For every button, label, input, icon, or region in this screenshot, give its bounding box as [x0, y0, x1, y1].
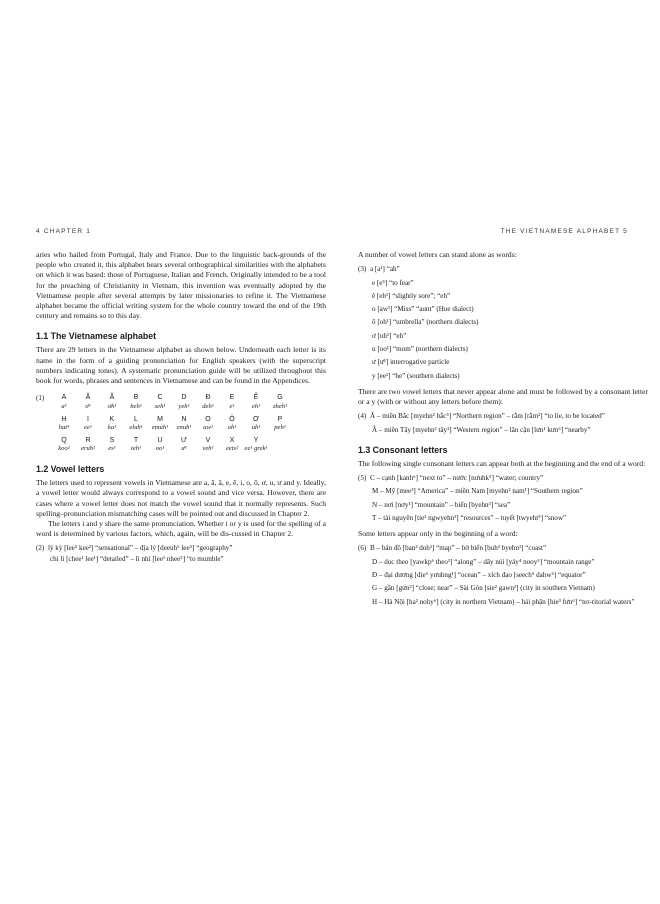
example-4 [358, 411, 648, 435]
alphabet-pronunciation: e¹ [229, 403, 235, 411]
example-4-number: (4) [358, 412, 367, 421]
example-3-line [372, 317, 648, 327]
alphabet-letter: R [85, 437, 91, 445]
vowel-letters-text: The letters used to represent vowels in Vietnamese are a, ă, â, e, ê, i, o, ô, ơ, u, ư and y. Ideally, a vowel letter would always correspond to a vowel sound and vice versa. However, there are cases where a vowel letter does not match the vowel sound that it normally represents. Such spelling–pronunciation mismatching cases will be pointed out and discussed in Chapter 2. [36, 478, 326, 518]
alphabet-pronunciation-row [36, 445, 326, 452]
example-6-text: D – dọc theo [yawkp⁶ theo¹] “along” – dãy núi [yáy⁴ nooy⁵] “mountain range” [372, 557, 595, 566]
section-1-1-text: There are 29 letters in the Vietnamese alphabet as shown below. Underneath each letter is its name in the form of a guiding pronunciation for English speakers (with the superscript numbers indicating tones). A systematic pronunciation guide will be utilized throughout this book for words, phrases and sentences in Vietnamese and can be found in the Appendices. [36, 345, 326, 386]
alphabet-pronunciation: aw¹ [203, 424, 213, 432]
alphabet-pronunciation: seh¹ [154, 403, 166, 411]
alphabet-letter: B [133, 394, 139, 402]
alphabet-pronunciation: eh¹ [251, 403, 261, 411]
alphabet-table [36, 394, 326, 452]
two-vowels-text: There are two vowel letters that never appear alone and must be followed by a consonant letter or a y (with or without any letters before them): [358, 386, 648, 407]
alphabet-letter: P [277, 416, 283, 424]
alphabet-lead-spacer [36, 403, 52, 410]
alphabet-letter: O [205, 416, 211, 424]
alphabet-pronunciation: teh¹ [130, 445, 142, 453]
alphabet-pronunciation: uh¹ [251, 424, 261, 432]
example-3-text: o [aw¹] “Miss” “aunt” (Hue dialect) [372, 305, 474, 314]
example-6-line [372, 557, 648, 567]
example-3-line [372, 331, 648, 341]
alphabet-pronunciation: peh¹ [274, 424, 286, 432]
alphabet-letter-row [36, 437, 326, 444]
example-2-line-2: chi li [chee¹ lee¹] “detailed” – li nhí [lee¹ nhee⁵] “to mumble” [50, 554, 224, 563]
alphabet-letter: Â [109, 394, 115, 402]
alphabet-pronunciation: ư¹ [181, 445, 187, 453]
example-5-line [372, 486, 648, 496]
alphabet-pronunciation: eluh¹ [129, 424, 143, 432]
example-5-number: (5) [358, 474, 367, 483]
example-6 [358, 543, 648, 606]
alphabet-letter: Ơ [252, 416, 259, 424]
alphabet-pronunciation-row [36, 424, 326, 431]
begin-only-text: Some letters appear only in the beginning of a word: [358, 529, 518, 539]
alphabet-pronunciation: emuh¹ [151, 424, 169, 432]
example-3-text: a [a¹] “ah” [370, 265, 400, 274]
alphabet-lead-spacer [36, 445, 52, 452]
i-y-text: The letters i and y share the same pronunciation. Whether i or y is used for the spelling of a word is determined by various factors, which, again, will be dis-cussed in Chapter 2. [36, 519, 326, 539]
alphabet-pronunciation: zheh¹ [272, 403, 288, 411]
alphabet-pronunciation: enuh¹ [176, 424, 192, 432]
alphabet-letter: U [157, 437, 163, 445]
example-3-text: ê [eh¹] “slightly sore”; “eh” [372, 291, 451, 300]
alphabet-pronunciation: veh¹ [202, 445, 214, 453]
example-3 [358, 264, 648, 381]
consonant-letters-text: The following single consonant letters can appear both at the beginning and the end of a word: [358, 458, 646, 468]
alphabet-letter: C [157, 394, 163, 402]
alphabet-pronunciation-row [36, 403, 326, 410]
example-3-number: (3) [358, 265, 367, 274]
alphabet-pronunciation: koo² [58, 445, 70, 453]
example-3-line [372, 278, 648, 288]
example-2-number: (2) [36, 544, 45, 553]
example-3-text: ư [ư¹] interrogative particle [372, 358, 450, 367]
alphabet-pronunciation: eruh² [80, 445, 96, 453]
example-3-line [372, 291, 648, 301]
alphabet-lead-spacer [36, 437, 52, 444]
right-page [358, 250, 648, 610]
example-6-line [358, 543, 648, 553]
example-6-text: H – Hà Nội [ha² nohy⁶] (city in northern Vietnam) – hải phận [hie³ fưn⁶] “ter-ritorial waters” [372, 597, 635, 606]
alphabet-letter: A [61, 394, 67, 402]
alphabet-letter: K [109, 416, 115, 424]
example-6-text: B – bản đồ [ban³ doh²] “map” – bờ biển [buh² byehn³] “coast” [370, 544, 547, 553]
alphabet-pronunciation: a¹ [61, 403, 67, 411]
running-head-left: 4 CHAPTER 1 [36, 228, 92, 235]
alphabet-letter: T [133, 437, 139, 445]
alphabet-pronunciation: ơ¹ [85, 403, 91, 411]
alphabet-lead-spacer [36, 416, 52, 423]
example-3-line [372, 304, 648, 314]
alphabet-pronunciation: ee¹ grek¹ [244, 445, 268, 453]
alphabet-letter: E [229, 394, 235, 402]
example-6-text: G – gần [gưn²] “close; near” – Sài Gòn [sie² gawn²] (city in southern Vietnam) [372, 584, 595, 593]
alphabet-letter: V [205, 437, 211, 445]
alphabet-lead-spacer [36, 424, 52, 431]
alphabet-pronunciation: beh¹ [130, 403, 142, 411]
example-5-line [372, 513, 648, 523]
example-3-text: e [e⁵] “to fear” [372, 278, 414, 287]
running-head-right: THE VIETNAMESE ALPHABET 5 [500, 228, 628, 235]
alphabet-letter: I [87, 416, 89, 424]
alphabet-letter: Q [61, 437, 67, 445]
section-1-2-heading: 1.2 Vowel letters [36, 464, 105, 475]
section-1-3-heading: 1.3 Consonant letters [358, 444, 448, 455]
example-6-line [372, 583, 648, 593]
alphabet-pronunciation: ơh¹ [107, 403, 117, 411]
alphabet-letter-row [36, 394, 326, 402]
standalone-vowels-intro: A number of vowel letters can stand alone as words: [358, 250, 517, 259]
example-4-line-2: Â – miền Tây [myehn² tây¹] “Western region” – lân cận [lưn¹ kưn⁶] “nearby” [372, 425, 591, 434]
example-6-number: (6) [358, 544, 367, 553]
example-5-line [358, 473, 648, 483]
example-5-text: N – nơi [nơy¹] “mountain” – biển [byehn³] “sea” [372, 500, 511, 509]
example-3-line [372, 357, 648, 367]
alphabet-example-number: (1) [36, 394, 45, 403]
alphabet-letter: L [134, 416, 138, 424]
alphabet-pronunciation: eets² [225, 445, 239, 453]
alphabet-letter: D [181, 394, 187, 402]
alphabet-pronunciation: oh¹ [227, 424, 237, 432]
alphabet-pronunciation: hat⁵ [58, 424, 70, 432]
example-5-line [372, 500, 648, 510]
alphabet-pronunciation: es¹ [108, 445, 116, 453]
alphabet-letter: G [277, 394, 283, 402]
alphabet-letter: S [109, 437, 115, 445]
alphabet-letter: Ư [181, 437, 187, 445]
example-5 [358, 473, 648, 523]
example-5-text: M – Mỹ [mee³] “America” – miền Nam [myehn² nam¹] “Southern region” [372, 487, 583, 496]
intro-paragraph: aries who hailed from Portugal, Italy and France. Due to the linguistic back-grounds of the people who created it, this alphabet bears several orthographical similarities with the alphabets on which it was based: those of Portuguese, Italian and French. Originally intended to be a tool for the preaching of Christianity in Vietnam, this invention was eventually adopted by the Vietnamese people after several attempts by later missionaries to refine it. The Vietnamese alphabet became the official writing system for the whole country toward the end of the 19th century and remains so to this day. [36, 250, 326, 321]
alphabet-letter: Ê [253, 394, 259, 402]
example-6-line [372, 570, 648, 580]
example-3-text: ô [oh¹] “umbrella” (northern dialects) [372, 318, 479, 327]
example-3-text: y [ee¹] “he” (southern dialects) [372, 371, 460, 380]
example-3-line [372, 344, 648, 354]
alphabet-letter: N [181, 416, 187, 424]
alphabet-pronunciation: yeh¹ [178, 403, 190, 411]
example-3-text: u [oo¹] “mom” (northern dialects) [372, 344, 468, 353]
alphabet-letter: H [61, 416, 67, 424]
example-3-line [358, 264, 648, 274]
example-3-line [372, 371, 648, 381]
example-3-text: ơ [uh¹] “eh” [372, 331, 407, 340]
alphabet-letter-row [36, 416, 326, 423]
alphabet-pronunciation: oo¹ [155, 445, 165, 453]
alphabet-pronunciation: ka¹ [107, 424, 117, 432]
alphabet-pronunciation: ee¹ [84, 424, 92, 432]
example-5-text: C – cạnh [kanh⁶] “next to” – nước [nưuhk⁵] “water; country” [370, 474, 544, 483]
example-6-line [372, 597, 648, 607]
alphabet-letter: Ă [85, 394, 91, 402]
alphabet-letter: X [229, 437, 235, 445]
alphabet-pronunciation: deh¹ [202, 403, 214, 411]
alphabet-letter: Y [253, 437, 259, 445]
example-2 [36, 543, 326, 564]
alphabet-letter: Ô [229, 416, 235, 424]
section-1-1-heading: 1.1 The Vietnamese alphabet [36, 331, 157, 342]
example-5-text: T – tài nguyên [tie² ngwyehn¹] “resources” – tuyết [twyeht⁵] “snow” [372, 513, 567, 522]
example-4-line-1: Ă – miền Bắc [myehn² bắc⁵] “Northern region” – rằm [rằm²] “to lie, to be located” [370, 412, 605, 421]
example-2-line-1: lý kỳ [lee⁵ kee²] “sensational” – địa lý [deeuh⁶ lee⁵] “geography” [48, 544, 233, 553]
left-page [36, 250, 326, 564]
example-6-text: Đ – đại dương [die⁶ yưuhng¹] “ocean” – xích đạo [seech⁵ dahw⁶] “equator” [372, 571, 586, 580]
alphabet-letter: Đ [205, 394, 211, 402]
alphabet-letter: M [157, 416, 163, 424]
